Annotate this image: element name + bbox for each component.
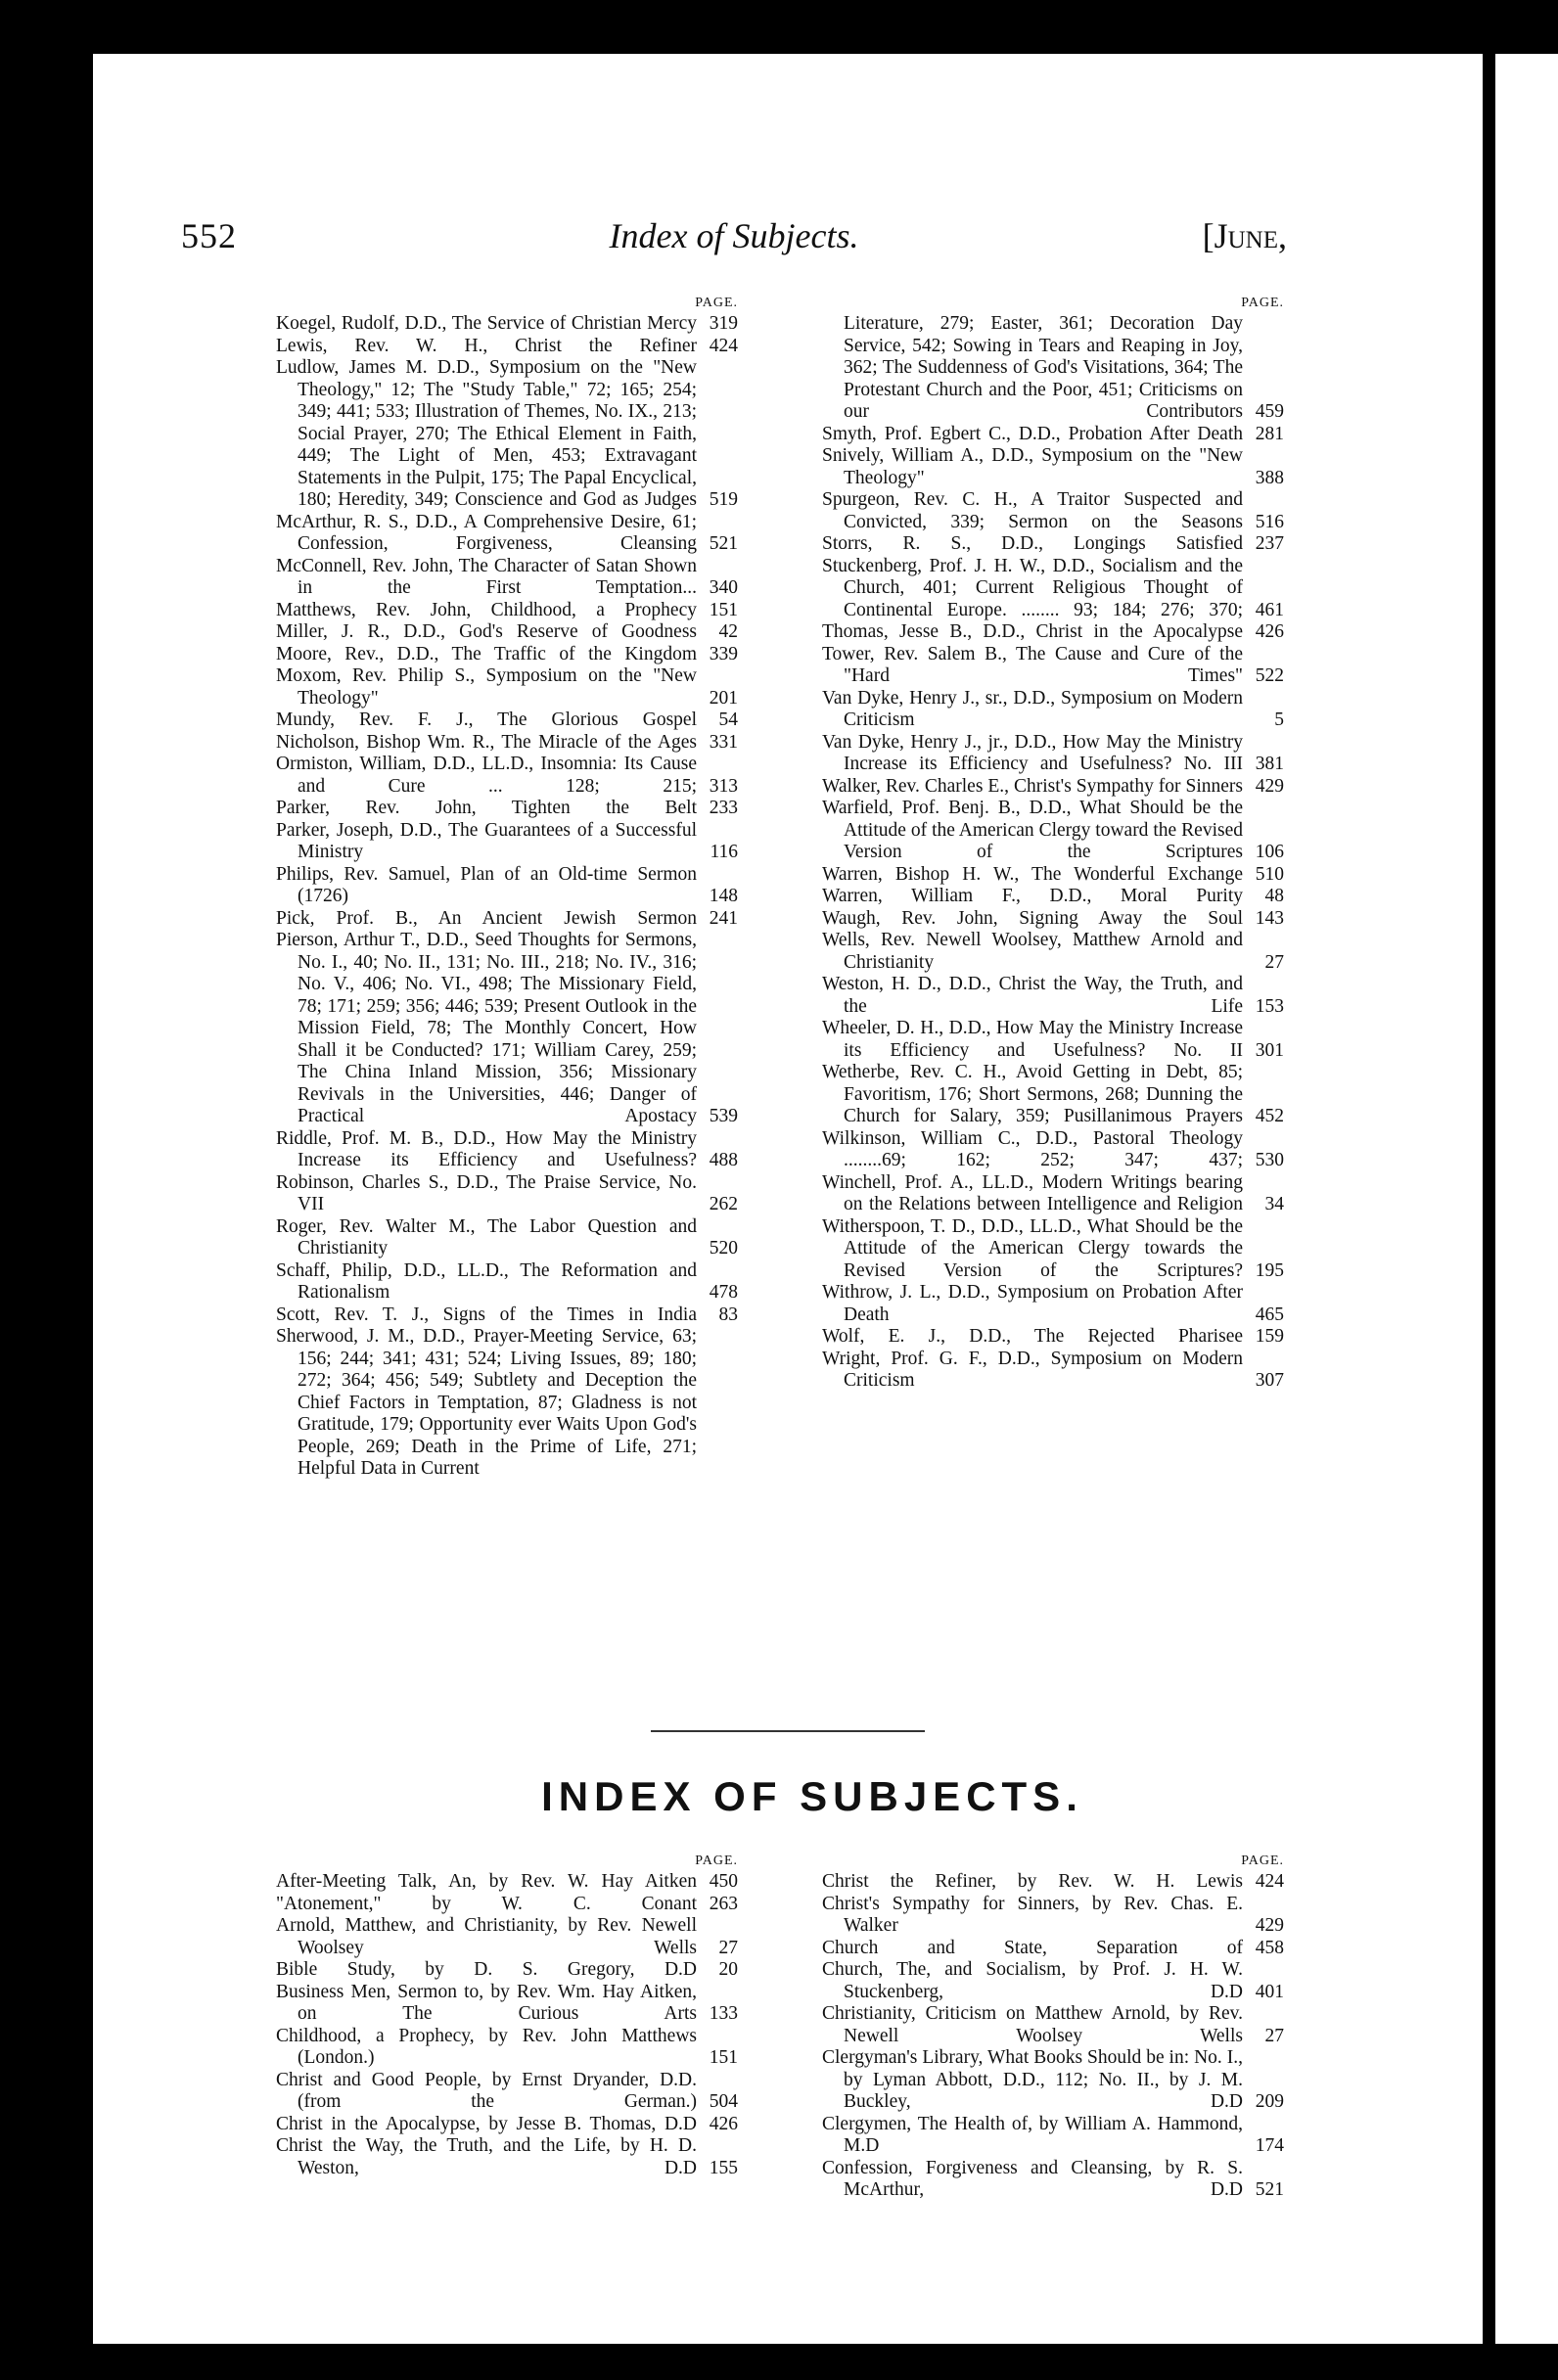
- entry-page-number: 510: [1255, 863, 1284, 885]
- page-title: Index of Subjects.: [609, 216, 859, 255]
- entry-page-number: 521: [709, 533, 738, 554]
- entry-page-number: 522: [1255, 665, 1284, 686]
- entry-page-number: 233: [709, 798, 738, 818]
- index-entry: [822, 1062, 1284, 1128]
- index-entry: [822, 1128, 1284, 1172]
- index-entry: [276, 665, 738, 709]
- entry-text: Van Dyke, Henry J., jr., D.D., How May the Ministry Increase its Efficiency and Usefulness? No. III: [822, 731, 1243, 774]
- entry-text: Sherwood, J. M., D.D., Prayer-Meeting Service, 63; 156; 244; 341; 431; 524; Living Issues, 89; 180; 272; 364; 456; 549; Subtlety and Deception the Chief Factors in Temptation, 87; Gladness is not Gratitude, 179; Opportunity ever Waits Upon God's People, 269; Death in the Prime of Life, 271; Helpful Data in Current: [276, 1326, 697, 1479]
- entry-text: Church and State, Separation of: [822, 1937, 1243, 1958]
- index-entry: [822, 1871, 1284, 1894]
- entry-page-number: 27: [718, 1937, 738, 1958]
- entry-text: Business Men, Sermon to, by Rev. Wm. Hay Aitken, on The Curious Arts: [276, 1981, 697, 2024]
- entry-page-number: 54: [718, 709, 738, 730]
- entry-page-number: 313: [709, 775, 738, 797]
- index-entry: [276, 556, 738, 600]
- index-entry: [822, 1216, 1284, 1283]
- entry-page-number: 452: [1255, 1106, 1284, 1126]
- entry-text: Wheeler, D. H., D.D., How May the Ministry Increase its Efficiency and Usefulness? No. II: [822, 1018, 1243, 1061]
- entry-text: Parker, Joseph, D.D., The Guarantees of a Successful Ministry: [276, 819, 697, 862]
- page-number: 552: [181, 216, 237, 255]
- index-entry: [822, 974, 1284, 1018]
- entry-page-number: 461: [1255, 599, 1284, 620]
- index-entry: [822, 489, 1284, 533]
- index-entry: [276, 336, 738, 358]
- entry-text: Ludlow, James M. D.D., Symposium on the "New Theology," 12; The "Study Table," 72; 165; 254; 349; 441; 533; Illustration of Themes, No. IX., 213; Social Prayer, 270; The Ethical Element in Faith, 449; The Light of Men, 453; Extravagant Statements in the Pulpit, 175; The Papal Encyclical, 180; Heredity, 349; Conscience and God as Judges: [276, 357, 697, 510]
- entry-text: Pierson, Arthur T., D.D., Seed Thoughts for Sermons, No. I., 40; No. II., 131; No. III., 218; No. IV., 316; No. V., 406; No. VI., 498; The Missionary Field, 78; 171; 259; 356; 446; 539; Present Outlook in the Mission Field, 78; The Monthly Concert, How Shall it be Conducted? 171; William Carey, 259; The China Inland Mission, 356; Missionary Revivals in the Universities, 446; Danger of Practical Apostacy: [276, 930, 697, 1126]
- entry-page-number: 307: [1255, 1370, 1284, 1391]
- entry-text: Schaff, Philip, D.D., LL.D., The Reformation and Rationalism: [276, 1259, 697, 1303]
- entry-page-number: 459: [1255, 401, 1284, 422]
- entry-page-number: 381: [1255, 754, 1284, 774]
- entry-text: Nicholson, Bishop Wm. R., The Miracle of the Ages: [276, 731, 697, 753]
- index-entry: [276, 1894, 738, 1916]
- entry-text: Winchell, Prof. A., LL.D., Modern Writings bearing on the Relations between Intelligence and Religion: [822, 1171, 1243, 1214]
- entry-text: Christ and Good People, by Ernst Dryander, D.D. (from the German.): [276, 2069, 697, 2112]
- entry-page-number: 450: [709, 1871, 738, 1892]
- entry-page-number: 195: [1255, 1259, 1284, 1281]
- entry-page-number: 319: [709, 313, 738, 334]
- entry-text: Literature, 279; Easter, 361; Decoration Day Service, 542; Sowing in Tears and Reaping in Joy, 362; The Suddenness of God's Visitations, 364; The Protestant Church and the Poor, 451; Criticisms on our Contributors: [844, 313, 1243, 422]
- entry-page-number: 520: [709, 1238, 738, 1259]
- index-entry: [822, 2047, 1284, 2114]
- entry-text: Mundy, Rev. F. J., The Glorious Gospel: [276, 709, 697, 730]
- index-entry: [822, 556, 1284, 622]
- entry-page-number: 106: [1255, 842, 1284, 862]
- entry-page-number: 153: [1255, 995, 1284, 1017]
- entry-text: Wetherbe, Rev. C. H., Avoid Getting in Debt, 85; Favoritism, 176; Short Sermons, 268; Dunning the Church for Salary, 359; Pusillanimous Prayers: [822, 1062, 1243, 1126]
- entry-page-number: 426: [1255, 621, 1284, 642]
- entry-page-number: 241: [709, 907, 738, 929]
- index-entry: [276, 709, 738, 732]
- index-entry: [276, 2070, 738, 2114]
- index-entry: [822, 1938, 1284, 1960]
- entry-page-number: 521: [1255, 2179, 1284, 2200]
- page-column-label: PAGE.: [1241, 1854, 1284, 1868]
- entry-page-number: 388: [1255, 467, 1284, 488]
- facing-page-edge: [1495, 54, 1558, 2344]
- entry-text: Moxom, Rev. Philip S., Symposium on the "New Theology": [276, 665, 697, 709]
- entry-page-number: 539: [709, 1106, 738, 1126]
- entry-text: Witherspoon, T. D., D.D., LL.D., What Should be the Attitude of the American Clergy towards the Revised Version of the Scriptures?: [822, 1215, 1243, 1281]
- index-entry: [822, 313, 1284, 424]
- page-column-label: PAGE.: [695, 296, 738, 310]
- index-entry: [276, 754, 738, 798]
- index-entry: [276, 798, 738, 820]
- entry-text: Christ's Sympathy for Sinners, by Rev. Chas. E. Walker: [822, 1893, 1243, 1936]
- entry-page-number: 262: [709, 1194, 738, 1214]
- index-entry: [822, 2158, 1284, 2202]
- index-entry: [822, 1326, 1284, 1349]
- entry-text: Smyth, Prof. Egbert C., D.D., Probation After Death: [822, 423, 1243, 444]
- index-entry: [822, 1959, 1284, 2003]
- index-entry: [822, 644, 1284, 688]
- entry-page-number: 159: [1255, 1326, 1284, 1347]
- index-entry: [276, 1871, 738, 1894]
- index-entry: [276, 1172, 738, 1216]
- entry-page-number: 281: [1255, 423, 1284, 444]
- index-entry: [276, 1304, 738, 1327]
- entry-page-number: 148: [709, 886, 738, 906]
- entry-page-number: 429: [1255, 775, 1284, 797]
- entry-page-number: 339: [709, 643, 738, 664]
- entry-text: Snively, William A., D.D., Symposium on the "New Theology": [822, 445, 1243, 488]
- entry-text: Scott, Rev. T. J., Signs of the Times in India: [276, 1304, 697, 1325]
- entry-page-number: 424: [709, 335, 738, 356]
- index-entry: [822, 1894, 1284, 1938]
- entry-page-number: 27: [1264, 951, 1284, 973]
- entry-text: Confession, Forgiveness and Cleansing, by R. S. McArthur, D.D: [822, 2157, 1243, 2200]
- entry-page-number: 488: [709, 1150, 738, 1170]
- entry-page-number: 155: [709, 2157, 738, 2178]
- subjects-column-right: [822, 1852, 1284, 2202]
- index-entry: [276, 1959, 738, 1982]
- entry-page-number: 42: [718, 621, 738, 642]
- entry-page-number: 458: [1255, 1937, 1284, 1958]
- entry-text: Stuckenberg, Prof. J. H. W., D.D., Socialism and the Church, 401; Current Religious Thought of Continental Europe. ........ 93; 184; 276; 370;: [822, 555, 1243, 620]
- entry-text: Lewis, Rev. W. H., Christ the Refiner: [276, 335, 697, 356]
- entry-page-number: 5: [1274, 709, 1284, 730]
- index-entry: [276, 357, 738, 512]
- entry-page-number: 519: [709, 489, 738, 510]
- index-entry: [276, 732, 738, 755]
- entry-page-number: 116: [710, 842, 738, 862]
- entry-text: Parker, Rev. John, Tighten the Belt: [276, 798, 697, 818]
- index-entry: [276, 644, 738, 666]
- entry-page-number: 340: [709, 577, 738, 598]
- index-entry: [276, 1915, 738, 1959]
- authors-column-left: [276, 294, 738, 1481]
- index-entry: [822, 445, 1284, 489]
- entry-text: Wright, Prof. G. F., D.D., Symposium on Modern Criticism: [822, 1348, 1243, 1391]
- page-column-label: PAGE.: [1241, 296, 1284, 310]
- entry-text: Christ the Refiner, by Rev. W. H. Lewis: [822, 1871, 1243, 1892]
- entry-text: Waugh, Rev. John, Signing Away the Soul: [822, 907, 1243, 929]
- entry-text: Robinson, Charles S., D.D., The Praise Service, No. VII: [276, 1171, 697, 1214]
- entry-page-number: 504: [709, 2091, 738, 2112]
- entry-page-number: 401: [1255, 1981, 1284, 2002]
- entry-page-number: 465: [1255, 1304, 1284, 1325]
- entry-text: Wilkinson, William C., D.D., Pastoral Theology ........69; 162; 252; 347; 437;: [822, 1127, 1243, 1170]
- index-entry: [822, 621, 1284, 644]
- index-entry: [276, 1128, 738, 1172]
- entry-text: After-Meeting Talk, An, by Rev. W. Hay Aitken: [276, 1871, 697, 1892]
- entry-text: Ormiston, William, D.D., LL.D., Insomnia: Its Cause and Cure ... 128; 215;: [276, 754, 697, 797]
- index-entry: [276, 2026, 738, 2070]
- index-entry: [276, 313, 738, 336]
- entry-page-number: 331: [709, 731, 738, 753]
- entry-text: Clergymen, The Health of, by William A. Hammond, M.D: [822, 2113, 1243, 2156]
- entry-page-number: 426: [709, 2113, 738, 2134]
- index-entry: [822, 776, 1284, 799]
- entry-text: Wolf, E. J., D.D., The Rejected Pharisee: [822, 1326, 1243, 1347]
- index-entry: [276, 908, 738, 931]
- entry-text: Tower, Rev. Salem B., The Cause and Cure of the "Hard Times": [822, 643, 1243, 686]
- entry-text: Weston, H. D., D.D., Christ the Way, the Truth, and the Life: [822, 974, 1243, 1017]
- section-title: INDEX OF SUBJECTS.: [541, 1773, 1083, 1819]
- index-entry: [822, 2114, 1284, 2158]
- entry-page-number: 34: [1264, 1194, 1284, 1214]
- index-entry: [822, 1349, 1284, 1393]
- entry-page-number: 516: [1255, 511, 1284, 532]
- index-entry: [822, 533, 1284, 556]
- entry-text: Clergyman's Library, What Books Should be in: No. I., by Lyman Abbott, D.D., 112; No. II., by J. M. Buckley, D.D: [822, 2047, 1243, 2112]
- entry-text: Spurgeon, Rev. C. H., A Traitor Suspected and Convicted, 339; Sermon on the Seasons: [822, 489, 1243, 532]
- entry-text: Pick, Prof. B., An Ancient Jewish Sermon: [276, 907, 697, 929]
- entry-page-number: 143: [1255, 907, 1284, 929]
- entry-page-number: 27: [1264, 2025, 1284, 2046]
- entry-text: Church, The, and Socialism, by Prof. J. H. W. Stuckenberg, D.D: [822, 1959, 1243, 2002]
- entry-text: Childhood, a Prophecy, by Rev. John Matthews (London.): [276, 2025, 697, 2068]
- entry-text: Bible Study, by D. S. Gregory, D.D: [276, 1959, 697, 1980]
- entry-page-number: 48: [1264, 886, 1284, 906]
- entry-text: McArthur, R. S., D.D., A Comprehensive Desire, 61; Confession, Forgiveness, Cleansing: [276, 511, 697, 554]
- entry-text: Withrow, J. L., D.D., Symposium on Probation After Death: [822, 1282, 1243, 1325]
- entry-page-number: 237: [1255, 533, 1284, 554]
- section-divider: [651, 1730, 925, 1732]
- entry-text: Roger, Rev. Walter M., The Labor Question and Christianity: [276, 1215, 697, 1259]
- index-entry: [276, 600, 738, 622]
- entry-text: Warren, William F., D.D., Moral Purity: [822, 886, 1243, 906]
- entry-text: Miller, J. R., D.D., God's Reserve of Goodness: [276, 621, 697, 642]
- index-entry: [822, 1018, 1284, 1062]
- index-entry: [276, 1982, 738, 2026]
- entry-text: Arnold, Matthew, and Christianity, by Rev. Newell Woolsey Wells: [276, 1915, 697, 1958]
- entry-page-number: 301: [1255, 1039, 1284, 1061]
- index-entry: [276, 1326, 738, 1481]
- index-entry: [276, 1216, 738, 1260]
- entry-text: McConnell, Rev. John, The Character of Satan Shown in the First Temptation...: [276, 555, 697, 598]
- entry-text: Matthews, Rev. John, Childhood, a Prophecy: [276, 599, 697, 620]
- entry-page-number: 151: [709, 2047, 738, 2068]
- entry-text: Van Dyke, Henry J., sr., D.D., Symposium on Modern Criticism: [822, 687, 1243, 730]
- index-entry: [276, 930, 738, 1128]
- index-entry: [276, 512, 738, 556]
- entry-page-number: 263: [709, 1893, 738, 1914]
- entry-text: Koegel, Rudolf, D.D., The Service of Christian Mercy: [276, 313, 697, 334]
- entry-text: Storrs, R. S., D.D., Longings Satisfied: [822, 533, 1243, 554]
- entry-text: Warren, Bishop H. W., The Wonderful Exchange: [822, 863, 1243, 885]
- running-header: [181, 215, 1287, 264]
- index-entry: [276, 2135, 738, 2179]
- entry-text: Warfield, Prof. Benj. B., D.D., What Should be the Attitude of the American Clergy toward the Revised Version of the Scriptures: [822, 798, 1243, 862]
- subjects-column-left: [276, 1852, 738, 2179]
- page-column-label: PAGE.: [695, 1854, 738, 1868]
- entry-page-number: 478: [709, 1282, 738, 1303]
- index-entry: [822, 886, 1284, 908]
- authors-column-right: [822, 294, 1284, 1393]
- index-entry: [276, 820, 738, 864]
- index-entry: [276, 621, 738, 644]
- entry-page-number: 83: [718, 1304, 738, 1325]
- entry-text: Philips, Rev. Samuel, Plan of an Old-time Sermon (1726): [276, 863, 697, 906]
- entry-text: Christ the Way, the Truth, and the Life, by H. D. Weston, D.D: [276, 2135, 697, 2178]
- entry-page-number: 133: [709, 2003, 738, 2024]
- entry-text: Thomas, Jesse B., D.D., Christ in the Apocalypse: [822, 621, 1243, 642]
- running-month: [June,: [1202, 216, 1287, 255]
- index-entry: [822, 1282, 1284, 1326]
- index-entry: [822, 688, 1284, 732]
- entry-page-number: 151: [709, 599, 738, 620]
- entry-page-number: 429: [1255, 1915, 1284, 1936]
- entry-page-number: 201: [709, 687, 738, 709]
- index-entry: [822, 2003, 1284, 2047]
- entry-page-number: 424: [1255, 1871, 1284, 1892]
- entry-text: Christianity, Criticism on Matthew Arnold, by Rev. Newell Woolsey Wells: [822, 2003, 1243, 2046]
- entry-page-number: 209: [1255, 2091, 1284, 2112]
- index-entry: [276, 1260, 738, 1304]
- index-entry: [822, 930, 1284, 974]
- index-entry: [822, 864, 1284, 887]
- index-entry: [276, 864, 738, 908]
- index-entry: [276, 2114, 738, 2136]
- index-entry: [822, 732, 1284, 776]
- entry-text: Riddle, Prof. M. B., D.D., How May the Ministry Increase its Efficiency and Usefulness?: [276, 1127, 697, 1170]
- entry-page-number: 530: [1255, 1150, 1284, 1170]
- entry-text: Moore, Rev., D.D., The Traffic of the Kingdom: [276, 643, 697, 664]
- entry-text: Christ in the Apocalypse, by Jesse B. Thomas, D.D: [276, 2113, 697, 2134]
- entry-text: "Atonement," by W. C. Conant: [276, 1893, 697, 1914]
- entry-page-number: 20: [718, 1959, 738, 1980]
- index-entry: [822, 1172, 1284, 1216]
- index-entry: [822, 424, 1284, 446]
- index-entry: [822, 908, 1284, 931]
- index-entry: [822, 798, 1284, 864]
- entry-text: Walker, Rev. Charles E., Christ's Sympathy for Sinners: [822, 775, 1243, 797]
- entry-page-number: 174: [1255, 2135, 1284, 2156]
- entry-text: Wells, Rev. Newell Woolsey, Matthew Arnold and Christianity: [822, 930, 1243, 973]
